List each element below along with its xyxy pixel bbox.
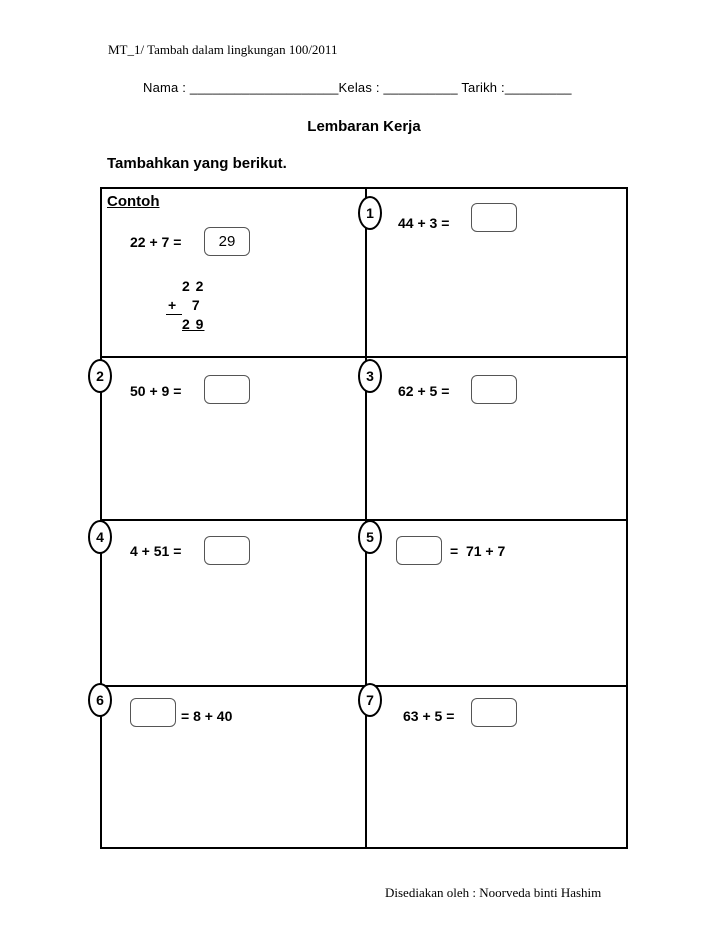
question-number-badge (358, 520, 382, 554)
column-top-number: 2 2 (182, 278, 205, 294)
worksheet-code: MT_1/ Tambah dalam lingkungan 100/2011 (108, 42, 338, 57)
question-7-expression: 63 + 5 = (403, 708, 455, 724)
name-class-date-line: Nama : ____________________Kelas : __________ Tarikh :_________ (143, 80, 572, 95)
question-2-answer-box[interactable] (204, 375, 250, 404)
column-sum-line (166, 314, 182, 315)
question-1-answer-box[interactable] (471, 203, 517, 232)
question-number-badge (358, 683, 382, 717)
question-number-badge (358, 359, 382, 393)
question-6-expression: = 8 + 40 (181, 708, 233, 724)
question-number-badge (88, 520, 112, 554)
column-result: 2 9 (182, 316, 205, 332)
instruction: Tambahkan yang berikut. (107, 155, 287, 172)
page-title: Lembaran Kerja (307, 118, 421, 135)
example-answer-box (204, 227, 250, 256)
question-number: 4 (96, 529, 104, 545)
question-number: 6 (96, 692, 104, 708)
question-number: 5 (366, 529, 374, 545)
question-number: 7 (366, 692, 374, 708)
question-grid (100, 187, 628, 849)
question-3-answer-box[interactable] (471, 375, 517, 404)
column-addend: + 7 (168, 297, 201, 313)
footer-credit: Disediakan oleh : Noorveda binti Hashim (385, 885, 602, 900)
column-divider (365, 189, 367, 847)
question-6-answer-box[interactable] (130, 698, 176, 727)
question-number: 2 (96, 368, 104, 384)
example-label: Contoh (107, 193, 160, 210)
question-2-expression: 50 + 9 = (130, 383, 182, 399)
question-5-answer-box[interactable] (396, 536, 442, 565)
question-4-expression: 4 + 51 = (130, 543, 182, 559)
question-number: 3 (366, 368, 374, 384)
row-divider-1 (102, 356, 626, 358)
question-5-expression: = 71 + 7 (450, 543, 506, 559)
example-answer: 29 (218, 233, 236, 250)
question-number-badge (88, 683, 112, 717)
question-number: 1 (366, 205, 374, 221)
question-3-expression: 62 + 5 = (398, 383, 450, 399)
question-1-expression: 44 + 3 = (398, 215, 450, 231)
example-expression: 22 + 7 = (130, 234, 182, 250)
question-number-badge (88, 359, 112, 393)
question-7-answer-box[interactable] (471, 698, 517, 727)
question-number-badge (358, 196, 382, 230)
question-4-answer-box[interactable] (204, 536, 250, 565)
